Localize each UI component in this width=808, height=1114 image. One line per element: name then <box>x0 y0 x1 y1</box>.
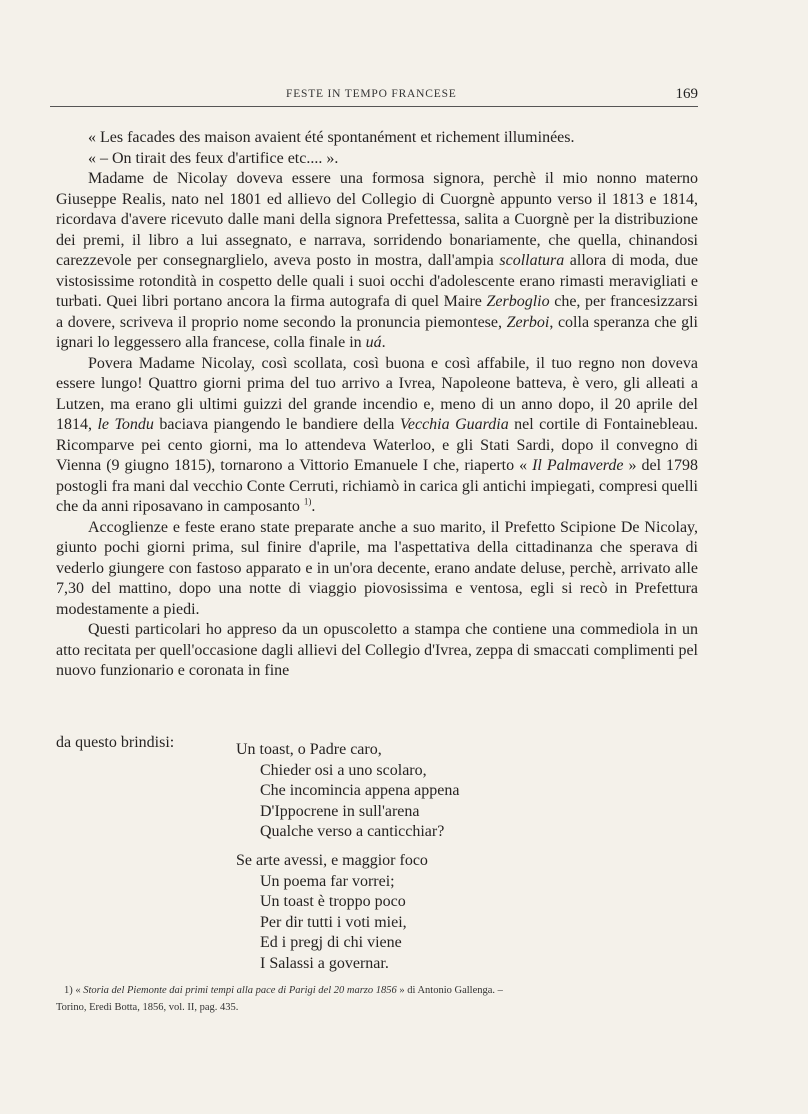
verse-line: Un toast, o Padre caro, <box>236 741 382 758</box>
p2-text-e: . <box>311 498 316 515</box>
p1-italic-ua: uá <box>365 334 382 351</box>
page-header <box>50 86 698 106</box>
paragraph-1 <box>56 169 698 354</box>
p1-text-e: . <box>381 334 386 351</box>
quote-line-1: « Les facades des maison avaient été spontanément et richement illuminées. <box>88 129 575 146</box>
body-text <box>56 128 698 682</box>
p2-text-b: baciava piangendo le bandiere della <box>153 416 400 433</box>
p2-italic-le-tondu: le Tondu <box>97 416 154 433</box>
quote-line-2: « – On tirait des feux d'artifice etc.... ». <box>88 149 339 167</box>
verse-line: D'Ippocrene in sull'arena <box>260 802 420 820</box>
verse-line: Che incomincia appena appena <box>260 782 460 800</box>
verse-line: Qualche verso a canticchiar? <box>260 823 445 841</box>
p1-text-d: , colla speranza che gli ignari lo leggessero alla francese, colla finale in <box>56 313 698 351</box>
verse-line: Se arte avessi, e maggior foco <box>236 851 428 869</box>
verse-lead: da questo brindisi: <box>56 734 175 751</box>
p2-italic-vecchia-guardia: Vecchia Guardia <box>399 416 509 433</box>
verse-line: I Salassi a governar. <box>260 954 389 972</box>
p1-italic-zerboglio: Zerboglio <box>486 293 550 310</box>
verse-line: Per dir tutti i voti miei, <box>260 913 407 931</box>
paragraph-2 <box>56 354 698 518</box>
footnote <box>56 982 698 1016</box>
footnote-marker: 1) « <box>64 985 84 996</box>
p1-text-b: allora di moda, due vistosissime rotondità in cospetto delle quali i suoi occhi d'adolescente erano rimasti meravigliati e turbati. Quei libri portano ancora la firma autografa di quel Maire <box>56 252 699 310</box>
page-number: 169 <box>675 86 698 102</box>
footnote-author: » di Antonio Gallenga. – <box>396 985 503 996</box>
footnote-reference[interactable]: 1) <box>303 496 312 507</box>
verse-line: Chieder osi a uno scolaro, <box>260 761 427 779</box>
paragraph-4: Questi particolari ho appreso da un opuscoletto a stampa che contiene una commediola in un atto recitata per quell'occasione dagli allievi del Collegio d'Ivrea, zeppa di smaccati complimenti pel nuovo funzionario e coronata in fine <box>56 621 698 679</box>
footnote-line-2: Torino, Eredi Botta, 1856, vol. II, pag. 435. <box>56 1002 239 1013</box>
p2-text-a: Povera Madame Nicolay, così scollata, così buona e così affabile, il tuo regno non doveva essere lungo! Quattro giorni prima del tuo arrivo a Ivrea, Napoleone batteva, è vero, gli alleati a Lutzen, ma erano gli ultimi guizzi del grande incendio e, meno di un anno dopo, il 20 aprile del 1814, <box>56 354 698 433</box>
p2-text-c: nel cortile di Fontainebleau. Ricomparve pei cento giorni, ma lo attendeva Waterloo, e gli Stati Sardi, dopo il convegno di Vienna (9 giugno 1815), tornarono a Vittorio Emanuele I che, riaperto « <box>56 416 699 474</box>
footnote-title: Storia del Piemonte dai primi tempi alla pace di Parigi del 20 marzo 1856 <box>83 985 397 996</box>
p2-text-d: » del 1798 postogli fra mani dal vecchio Conte Cerruti, richiamò in carica gli antichi impiegati, compresi quelli che da anni riposavano in camposanto <box>56 457 699 515</box>
header-rule <box>50 106 698 107</box>
p1-italic-scollatura: scollatura <box>499 252 565 269</box>
p2-italic-palmaverde: Il Palmaverde <box>532 457 624 474</box>
footnote-line-1 <box>56 982 698 999</box>
stanza-2 <box>236 851 459 975</box>
p1-text-c: che, per francesizzarsi a dovere, scriveva il proprio nome secondo la pronuncia piemontese, <box>56 293 698 331</box>
p1-italic-zerboi: Zerboi <box>506 313 550 331</box>
verse-line: Un toast è troppo poco <box>260 893 406 911</box>
p1-text-a: Madame de Nicolay doveva essere una formosa signora, perchè il mio nonno materno Giuseppe Realis, nato nel 1801 ed allievo del Collegio di Cuorgnè appunto verso il 1813 e 1814, ricordava d'avere ricevuto dalle mani della signora Prefettessa, salita a Cuorgnè per la distribuzione dei premi, il libro a lui assegnato, e narrava, sorridendo bonariamente, che quella, chinandosi carezzevole per consegnarglielo, aveva posto in mostra, dall'ampia <box>56 170 698 269</box>
poem <box>236 740 459 983</box>
paragraph-3: Accoglienze e feste erano state preparate anche a suo marito, il Prefetto Scipione De Nicolay, giunto pochi giorni prima, sul finire d'aprile, ma l'aspettativa della cittadinanza che sperava di vederlo giungere con fastoso apparato e in un'ora decente, erano andate deluse, perchè, arrivato alle 7,30 del mattino, dopo una notte di viaggio piovosissima e ventosa, egli si recò in Prefettura modestamente a piedi. <box>56 518 698 618</box>
verse-line: Ed i pregj di chi viene <box>260 934 402 952</box>
running-title: FESTE IN TEMPO FRANCESE <box>286 88 457 100</box>
stanza-1 <box>236 740 459 843</box>
verse-line: Un poema far vorrei; <box>260 872 395 890</box>
